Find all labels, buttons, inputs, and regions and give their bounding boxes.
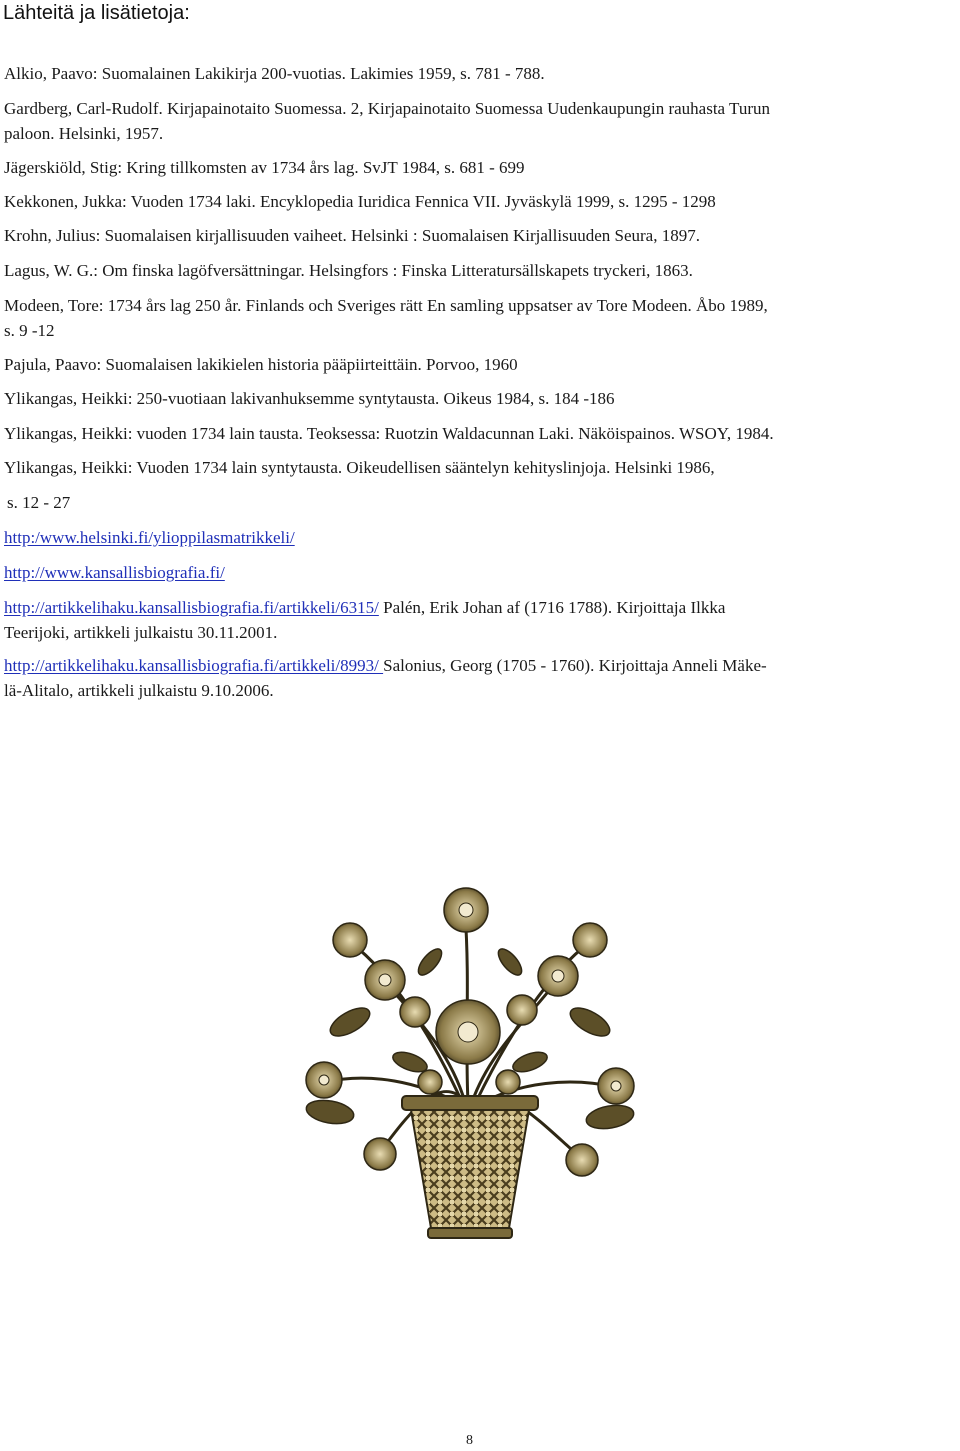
link-artikkeli-6315[interactable]: http://artikkelihaku.kansallisbiografia.fi/artikkeli/6315/ <box>4 598 379 617</box>
reference-modeen-line-1: Modeen, Tore: 1734 års lag 250 år. Finlands och Sveriges rätt En samling uppsatser av Tore Modeen. Åbo 1989, <box>4 296 768 315</box>
reference-modeen-line-2: s. 9 -12 <box>4 321 55 340</box>
reference-pajula: Pajula, Paavo: Suomalaisen lakikielen historia pääpiirteittäin. Porvoo, 1960 <box>4 355 518 374</box>
flower-basket-engraving-icon <box>290 872 650 1240</box>
link-line-ylioppilasmatrikkeli <box>4 525 956 550</box>
link-line-kansallisbiografia <box>4 560 956 585</box>
reference-krohn: Krohn, Julius: Suomalaisen kirjallisuuden vaiheet. Helsinki : Suomalaisen Kirjallisuuden Seura, 1897. <box>4 226 700 245</box>
reference-lagus: Lagus, W. G.: Om finska lagöfversättningar. Helsingfors : Finska Litteratursällskapets tryckeri, 1863. <box>4 261 693 280</box>
artikkeli-6315-description: Palén, Erik Johan af (1716 1788). Kirjoittaja Ilkka <box>378 598 726 617</box>
reference-ylikangas-3-line-2: s. 12 - 27 <box>7 493 71 512</box>
reference-gardberg-line-1: Gardberg, Carl-Rudolf. Kirjapainotaito Suomessa. 2, Kirjapainotaito Suomessa Uudenkaupungin rauhasta Turun <box>4 99 770 118</box>
artikkeli-8993-description: Salonius, Georg (1705 - 1760). Kirjoittaja Anneli Mäke- <box>383 656 767 675</box>
page-heading: Lähteitä ja lisätietoja: <box>3 2 190 24</box>
artikkeli-8993-description-line-2: lä-Alitalo, artikkeli julkaistu 9.10.2006. <box>4 681 274 700</box>
artikkeli-6315-description-line-2: Teerijoki, artikkeli julkaistu 30.11.2001. <box>4 623 278 642</box>
reference-alkio: Alkio, Paavo: Suomalainen Lakikirja 200-vuotias. Lakimies 1959, s. 781 - 788. <box>4 64 545 83</box>
link-line-artikkeli-8993 <box>4 653 956 678</box>
page-number: 8 <box>466 1433 473 1448</box>
link-kansallisbiografia[interactable]: http://www.kansallisbiografia.fi/ <box>4 563 225 582</box>
link-artikkeli-8993[interactable]: http://artikkelihaku.kansallisbiografia.fi/artikkeli/8993/ <box>4 656 384 675</box>
reference-ylikangas-3-line-1: Ylikangas, Heikki: Vuoden 1734 lain syntytausta. Oikeudellisen sääntelyn kehityslinjoja. Helsinki 1986, <box>4 458 715 477</box>
reference-ylikangas-2: Ylikangas, Heikki: vuoden 1734 lain tausta. Teoksessa: Ruotzin Waldacunnan Laki. Näköispainos. WSOY, 1984. <box>4 424 774 443</box>
reference-jagerskiold: Jägerskiöld, Stig: Kring tillkomsten av 1734 års lag. SvJT 1984, s. 681 - 699 <box>4 158 525 177</box>
reference-kekkonen: Kekkonen, Jukka: Vuoden 1734 laki. Encyklopedia Iuridica Fennica VII. Jyväskylä 1999, s. 1295 - 1298 <box>4 192 716 211</box>
link-line-artikkeli-6315 <box>4 595 956 620</box>
link-ylioppilasmatrikkeli[interactable]: http:/www.helsinki.fi/ylioppilasmatrikkeli/ <box>4 528 295 547</box>
reference-ylikangas-1: Ylikangas, Heikki: 250-vuotiaan lakivanhuksemme syntytausta. Oikeus 1984, s. 184 -186 <box>4 389 615 408</box>
reference-gardberg-line-2: paloon. Helsinki, 1957. <box>4 124 164 143</box>
